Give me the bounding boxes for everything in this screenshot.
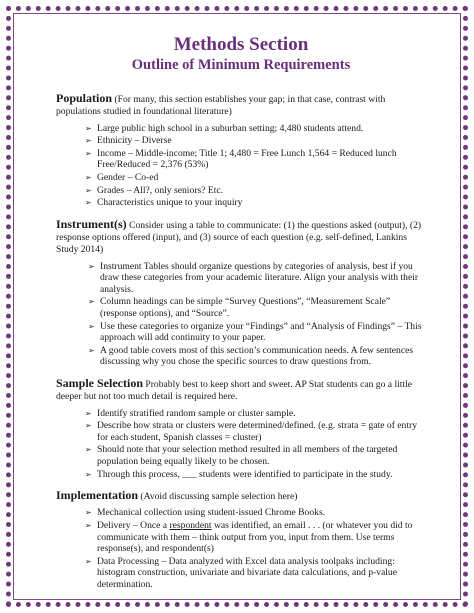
section-heading: Implementation — [56, 488, 138, 503]
list-item: ➢ Mechanical collection using student-issued Chrome Books. — [85, 507, 326, 519]
section-intro — [56, 489, 426, 503]
section-heading: Population — [56, 91, 113, 105]
arrow-bullet-icon: ➢ — [85, 556, 92, 566]
list-item: ➢ Ethnicity – Diverse — [85, 135, 172, 147]
underlined-term: respondent — [169, 520, 212, 532]
list-item: ➢ Data Processing – Data analyzed with Excel data analysis toolpaks including: histogram construction, univariate and bivariate data calculations, and p-value determination. — [85, 555, 397, 590]
section-implementation — [56, 489, 426, 590]
arrow-bullet-icon: ➢ — [85, 408, 92, 418]
arrow-bullet-icon: ➢ — [85, 123, 92, 133]
arrow-bullet-icon: ➢ — [85, 508, 92, 518]
section-intro — [56, 218, 426, 257]
arrow-bullet-icon: ➢ — [85, 172, 92, 182]
section-heading: Sample Selection — [56, 375, 143, 390]
section-intro-text: Consider using a table to communicate: (1) the questions asked (output), (2) response options offered (input), and (3) source of each question (e.g. self-defined, Lankins Study 2014) — [56, 219, 422, 256]
list-item: ➢ Large public high school in a suburban setting; 4,480 students attend. — [85, 122, 364, 134]
section-sample-selection — [56, 377, 426, 480]
list-item: ➢ Characteristics unique to your inquiry — [85, 197, 243, 209]
list-item: ➢ Should note that your selection method resulted in all members of the targeted population being equally likely to be chosen. — [85, 444, 398, 467]
section-intro-text: (For many, this section establishes your gap; in that case, contrast with populations studied in foundational literature) — [56, 94, 386, 118]
document-subtitle: Outline of Minimum Requirements — [131, 57, 351, 73]
section-instruments — [56, 218, 426, 368]
arrow-bullet-icon: ➢ — [88, 261, 95, 271]
document-title: Methods Section — [173, 34, 309, 55]
arrow-bullet-icon: ➢ — [85, 148, 92, 158]
section-intro-text: (Avoid discussing sample selection here) — [140, 491, 298, 503]
arrow-bullet-icon: ➢ — [85, 421, 92, 431]
list-item: ➢ A good table covers most of this section’s communication needs. A few sentences discussing why you chose the specific sources to draw questions from. — [88, 344, 414, 368]
arrow-bullet-icon: ➢ — [85, 198, 92, 208]
arrow-bullet-icon: ➢ — [88, 345, 95, 355]
list-item: ➢ Income – Middle-income; Title 1; 4,480 = Free Lunch 1,564 = Reduced lunch Free/Reduced = 2,376 (53%) — [85, 147, 397, 171]
list-item: ➢ Describe how strata or clusters were determined/defined. (e.g. strata = gate of entry for each student, Spanish classes = cluster) — [85, 420, 418, 443]
arrow-bullet-icon: ➢ — [85, 185, 92, 195]
bullet-list — [56, 123, 426, 209]
document-content — [56, 34, 426, 600]
arrow-bullet-icon: ➢ — [85, 136, 92, 146]
list-item: ➢ Grades – All?, only seniors? Etc. — [85, 184, 224, 196]
list-item: ➢ Through this process, ___ students were identified to participate in the study. — [85, 468, 393, 480]
arrow-bullet-icon: ➢ — [85, 521, 92, 531]
bullet-list — [56, 261, 426, 368]
arrow-bullet-icon: ➢ — [85, 445, 92, 455]
arrow-bullet-icon: ➢ — [88, 297, 95, 307]
list-item: ➢ Gender – Co-ed — [85, 171, 159, 183]
list-item: ➢ Use these categories to organize your “Findings” and “Analysis of Findings” – This approach will add continuity to your paper. — [88, 320, 422, 344]
section-intro-text: Probably best to keep short and sweet. AP Stat students can go a little deeper but not too much detail is required here. — [56, 378, 413, 403]
bullet-list — [56, 408, 426, 481]
section-population — [56, 92, 426, 209]
bullet-list — [56, 507, 426, 590]
arrow-bullet-icon: ➢ — [88, 321, 95, 331]
list-item: ➢ Column headings can be simple “Survey Questions”, “Measurement Scale” (response options), and “Source”. — [88, 296, 391, 320]
list-item: ➢ Instrument Tables should organize questions by categories of analysis, best if you draw these categories from your academic literature. Align your analysis with their analysis. — [88, 260, 419, 295]
list-item: ➢ Delivery – Once a respondent was identified, an email . . . (or whatever you did to communicate with them – think output from you, input from them. Use terms response(s), and respondent(s) — [85, 520, 413, 555]
section-heading: Instrument(s) — [56, 216, 127, 231]
list-item: ➢ Identify stratified random sample or cluster sample. — [85, 407, 296, 419]
section-intro — [56, 377, 426, 404]
arrow-bullet-icon: ➢ — [85, 469, 92, 479]
section-intro — [56, 92, 426, 119]
